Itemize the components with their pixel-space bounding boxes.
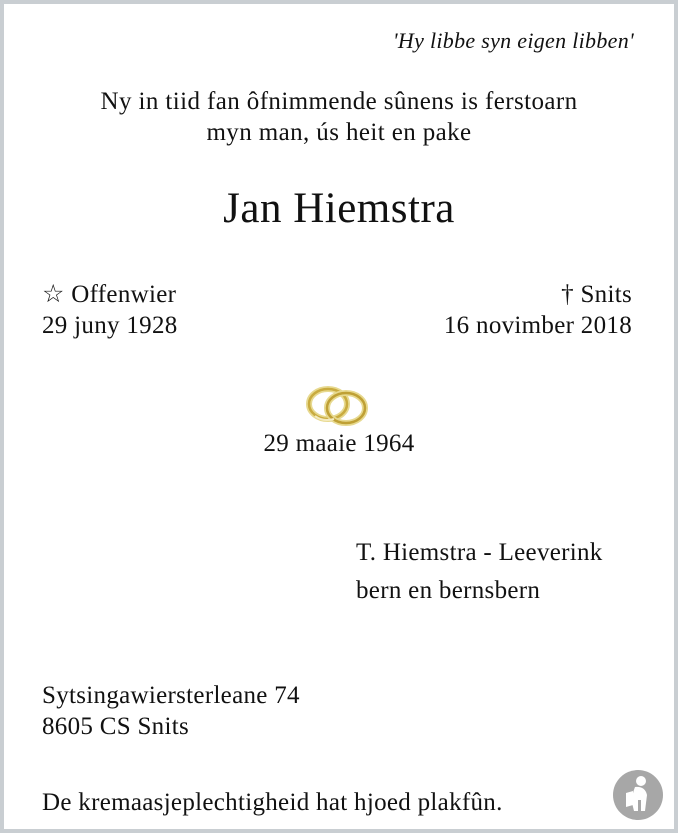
death-info: [444, 279, 632, 341]
signers: [356, 534, 603, 610]
address-city: 8605 CS Snits: [42, 713, 190, 740]
wedding-rings-icon: [301, 382, 373, 430]
cross-icon: †: [561, 281, 574, 308]
death-line: [444, 279, 632, 310]
address-street: Sytsingawiersterleane 74: [42, 682, 300, 709]
death-place: Snits: [580, 281, 632, 308]
deceased-name: Jan Hiemstra: [223, 185, 455, 232]
signer-line-1: T. Hiemstra - Leeverink: [356, 539, 603, 566]
death-date: 16 novimber 2018: [443, 312, 632, 339]
motto: 'Hy libbe syn eigen libben': [392, 28, 634, 53]
wedding-date: 29 maaie 1964: [263, 430, 415, 457]
mourning-figure-logo-icon: [612, 769, 664, 821]
signer-line-2: bern en bernsbern: [356, 577, 541, 604]
intro-line-1: Ny in tiid fan ôfnimmende sûnens is ferstoarn: [100, 88, 578, 115]
intro-line-2: myn man, ús heit en pake: [206, 119, 472, 146]
star-icon: ☆: [42, 281, 65, 308]
birth-date: 29 juny 1928: [42, 312, 178, 339]
ceremony-text: De kremaasjeplechtigheid hat hjoed plakfûn.: [42, 789, 503, 816]
address: [42, 680, 300, 742]
birth-info: [42, 279, 178, 341]
birth-place: Offenwier: [71, 281, 177, 308]
birth-line: [42, 279, 178, 310]
intro-text: [4, 86, 674, 148]
